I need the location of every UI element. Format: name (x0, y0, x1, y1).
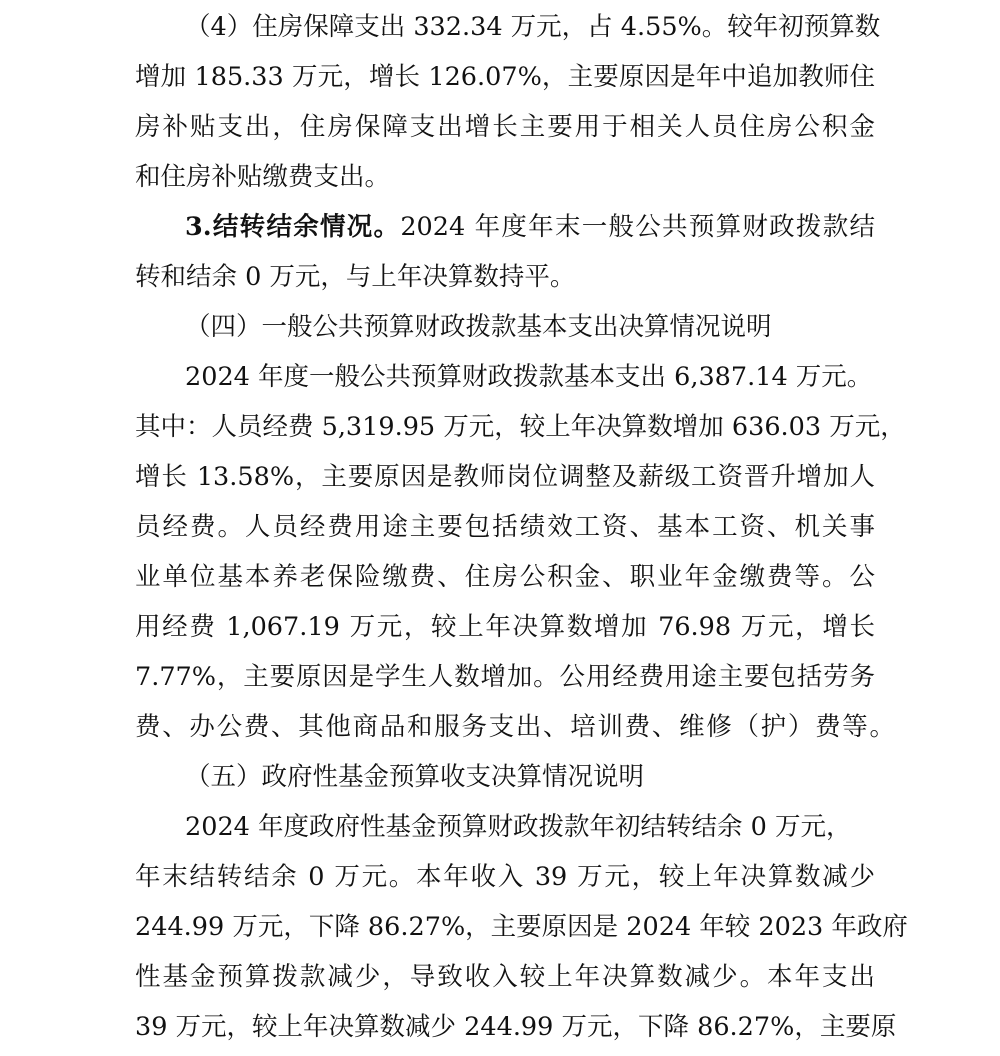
paragraph-line: 费、办公费、其他商品和服务支出、培训费、维修（护）费等。 (135, 712, 895, 742)
section-heading-5: （五）政府性基金预算收支决算情况说明 (185, 762, 645, 792)
paragraph-line: 7.77%，主要原因是学生人数增加。公用经费用途主要包括劳务 (135, 662, 875, 692)
paragraph-line: 和住房补贴缴费支出。 (135, 162, 391, 192)
paragraph-line: 39 万元，较上年决算数减少 244.99 万元，下降 86.27%，主要原 (135, 1012, 897, 1042)
section-3-year: 2024 (400, 212, 466, 242)
paragraph-line: （4）住房保障支出 332.34 万元，占 4.55%。较年初预算数 (185, 12, 881, 42)
paragraph-line: 业单位基本养老保险缴费、住房公积金、职业年金缴费等。公 (135, 562, 875, 592)
section-3-line (185, 202, 875, 252)
paragraph-line: 年末结转结余 0 万元。本年收入 39 万元，较上年决算数减少 (135, 862, 875, 892)
paragraph-line: 244.99 万元，下降 86.27%，主要原因是 2024 年较 2023 年政府 (135, 912, 908, 942)
paragraph-line: 性基金预算拨款减少，导致收入较上年决算数减少。本年支出 (135, 962, 875, 992)
paragraph-line: 房补贴支出，住房保障支出增长主要用于相关人员住房公积金 (135, 112, 875, 142)
paragraph-line: 2024 年度一般公共预算财政拨款基本支出 6,387.14 万元。 (185, 362, 873, 392)
paragraph-line: 用经费 1,067.19 万元，较上年决算数增加 76.98 万元，增长 (135, 612, 875, 642)
section-3-title: 3.结转结余情况。 (185, 212, 401, 242)
section-3-text: 年度年末一般公共预算财政拨款结 (474, 212, 875, 242)
paragraph-line: 2024 年度政府性基金预算财政拨款年初结转结余 0 万元， (185, 812, 852, 842)
paragraph-line: 增长 13.58%，主要原因是教师岗位调整及薪级工资晋升增加人 (135, 462, 875, 492)
section-heading-4: （四）一般公共预算财政拨款基本支出决算情况说明 (185, 312, 772, 342)
paragraph-line: 增加 185.33 万元，增长 126.07%，主要原因是年中追加教师住 (135, 62, 875, 92)
paragraph-line: 其中：人员经费 5,319.95 万元，较上年决算数增加 636.03 万元， (135, 412, 906, 442)
paragraph-line: 员经费。人员经费用途主要包括绩效工资、基本工资、机关事 (135, 512, 875, 542)
paragraph-line: 转和结余 0 万元，与上年决算数持平。 (135, 262, 576, 292)
